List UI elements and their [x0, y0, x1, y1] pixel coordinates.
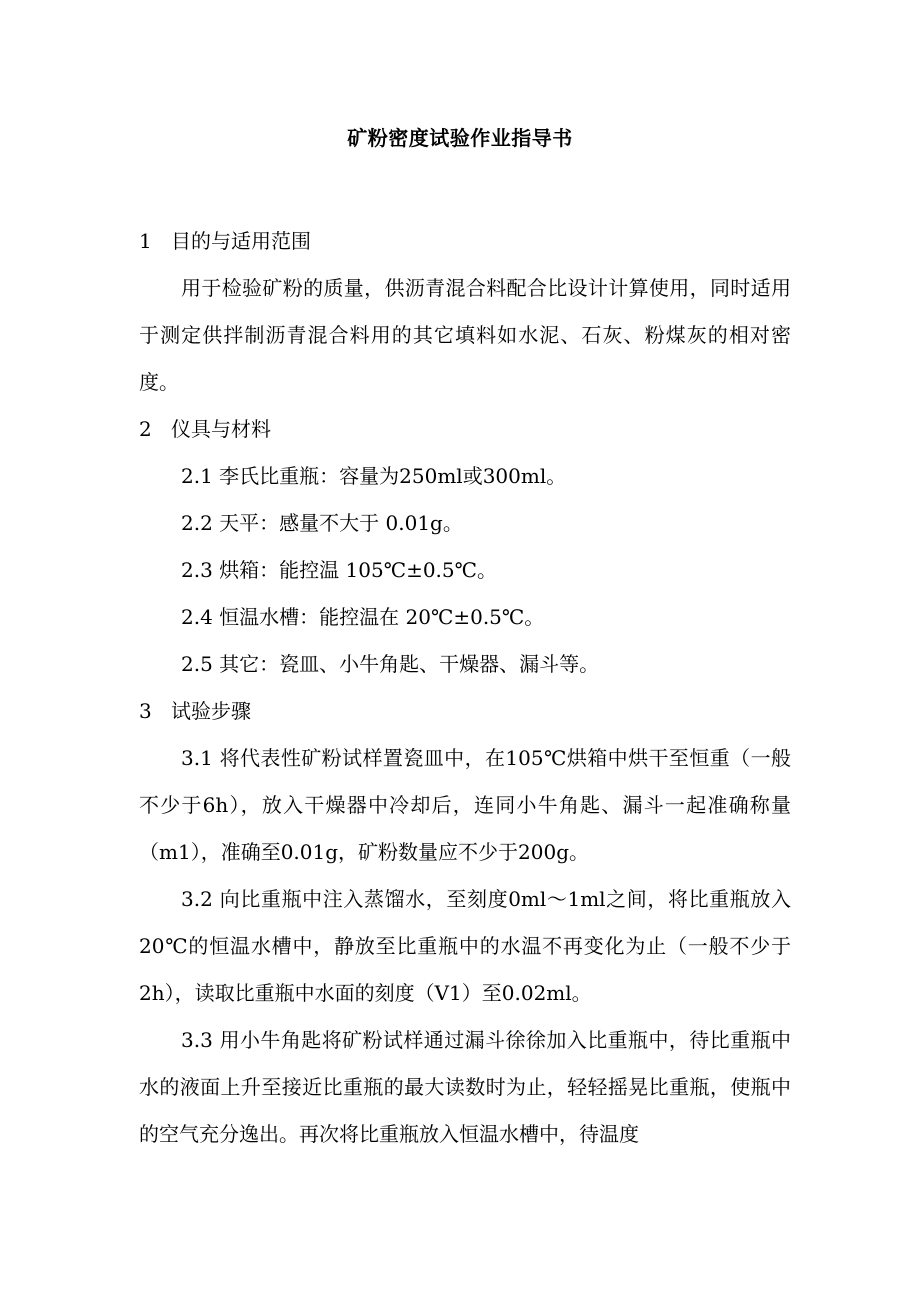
- step-3-2: 3.2 向比重瓶中注入蒸馏水，至刻度0ml～1ml之间，将比重瓶放入20℃的恒温水槽中，静放至比重瓶中的水温不再变化为止（一般不少于2h），读取比重瓶中水面的刻度（V1）至0.02ml。: [139, 887, 791, 1005]
- section-3-number: 3: [139, 699, 152, 723]
- document-body: [139, 218, 791, 1158]
- section-3-heading: [139, 688, 791, 735]
- list-item-2-3: 2.3 烘箱：能控温 105℃±0.5℃。: [181, 558, 498, 582]
- section-3-title: 试验步骤: [171, 699, 251, 723]
- section-1-title: 目的与适用范围: [171, 229, 311, 253]
- section-1-number: 1: [139, 229, 152, 253]
- document-title: 矿粉密度试验作业指导书: [347, 126, 573, 150]
- list-item-2-2: 2.2 天平：感量不大于 0.01g。: [181, 511, 463, 535]
- list-item-2-4: 2.4 恒温水槽：能控温在 20℃±0.5℃。: [181, 605, 545, 629]
- section-2-number: 2: [139, 417, 152, 441]
- section-1-paragraph: 用于检验矿粉的质量，供沥青混合料配合比设计计算使用，同时适用于测定供拌制沥青混合料用的其它填料如水泥、石灰、粉煤灰的相对密度。: [139, 276, 791, 394]
- section-1-heading: [139, 218, 791, 265]
- section-2-heading: [139, 406, 791, 453]
- section-2-title: 仪具与材料: [171, 417, 271, 441]
- list-item-2-5: 2.5 其它：瓷皿、小牛角匙、干燥器、漏斗等。: [181, 652, 600, 676]
- list-item-2-1: 2.1 李氏比重瓶：容量为250ml或300ml。: [181, 464, 567, 488]
- step-3-1: 3.1 将代表性矿粉试样置瓷皿中，在105℃烘箱中烘干至恒重（一般不少于6h），放入干燥器中冷却后，连同小牛角匙、漏斗一起准确称量（m1），准确至0.01g，矿粉数量应不少于200g。: [139, 746, 791, 864]
- step-3-3: 3.3 用小牛角匙将矿粉试样通过漏斗徐徐加入比重瓶中，待比重瓶中水的液面上升至接近比重瓶的最大读数时为止，轻轻摇晃比重瓶，使瓶中的空气充分逸出。再次将比重瓶放入恒温水槽中，待温度: [139, 1028, 791, 1146]
